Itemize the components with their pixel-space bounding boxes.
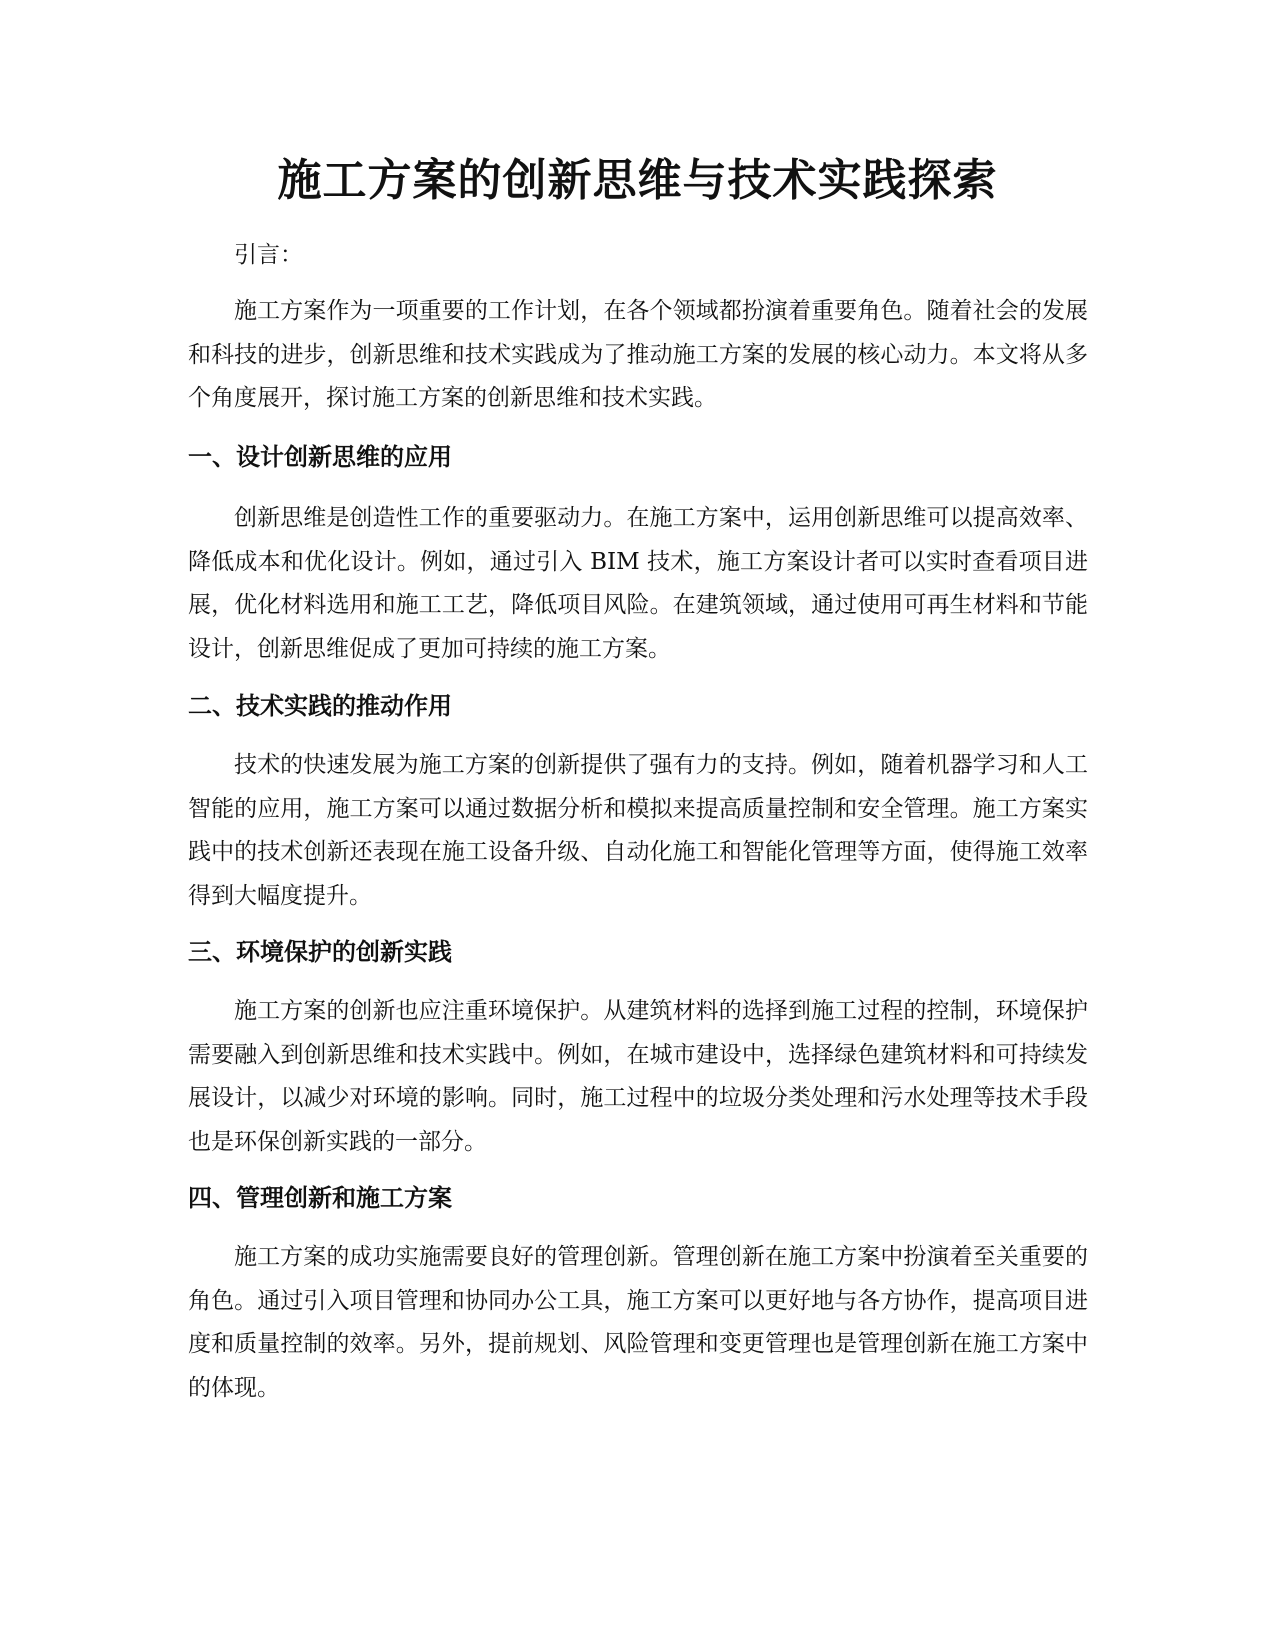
intro-label: 引言： — [234, 242, 303, 268]
section-4-heading-block — [188, 1178, 1088, 1218]
section-3-body-block — [188, 990, 1088, 1164]
section-4-body-block — [188, 1236, 1088, 1410]
section-heading: 二、技术实践的推动作用 — [188, 692, 452, 720]
section-1-heading-block — [188, 437, 1088, 477]
section-2-heading-block — [188, 686, 1088, 726]
section-paragraph: 技术的快速发展为施工方案的创新提供了强有力的支持。例如，随着机器学习和人工智能的应用，施工方案可以通过数据分析和模拟来提高质量控制和安全管理。施工方案实践中的技术创新还表现在施工设备升级、自动化施工和智能化管理等方面，使得施工效率得到大幅度提升。 — [188, 752, 1088, 909]
intro-label-block — [188, 234, 1088, 278]
section-1-body-block — [188, 497, 1088, 671]
intro-paragraph: 施工方案作为一项重要的工作计划，在各个领域都扮演着重要角色。随着社会的发展和科技的进步，创新思维和技术实践成为了推动施工方案的发展的核心动力。本文将从多个角度展开，探讨施工方案的创新思维和技术实践。 — [188, 298, 1088, 411]
section-3-heading-block — [188, 932, 1088, 972]
section-paragraph: 创新思维是创造性工作的重要驱动力。在施工方案中，运用创新思维可以提高效率、降低成本和优化设计。例如，通过引入 BIM 技术，施工方案设计者可以实时查看项目进展，优化材料选用和施工工艺，降低项目风险。在建筑领域，通过使用可再生材料和节能设计，创新思维促成了更加可持续的施工方案。 — [188, 505, 1088, 662]
intro-block — [188, 290, 1088, 421]
section-paragraph: 施工方案的创新也应注重环境保护。从建筑材料的选择到施工过程的控制，环境保护需要融入到创新思维和技术实践中。例如，在城市建设中，选择绿色建筑材料和可持续发展设计，以减少对环境的影响。同时，施工过程中的垃圾分类处理和污水处理等技术手段也是环保创新实践的一部分。 — [188, 998, 1088, 1155]
section-heading: 一、设计创新思维的应用 — [188, 443, 452, 471]
document-title: 施工方案的创新思维与技术实践探索 — [277, 155, 998, 206]
section-heading: 三、环境保护的创新实践 — [188, 938, 452, 966]
section-paragraph: 施工方案的成功实施需要良好的管理创新。管理创新在施工方案中扮演着至关重要的角色。通过引入项目管理和协同办公工具，施工方案可以更好地与各方协作，提高项目进度和质量控制的效率。另外，提前规划、风险管理和变更管理也是管理创新在施工方案中的体现。 — [188, 1244, 1088, 1401]
section-2-body-block — [188, 744, 1088, 918]
section-heading: 四、管理创新和施工方案 — [188, 1184, 452, 1212]
